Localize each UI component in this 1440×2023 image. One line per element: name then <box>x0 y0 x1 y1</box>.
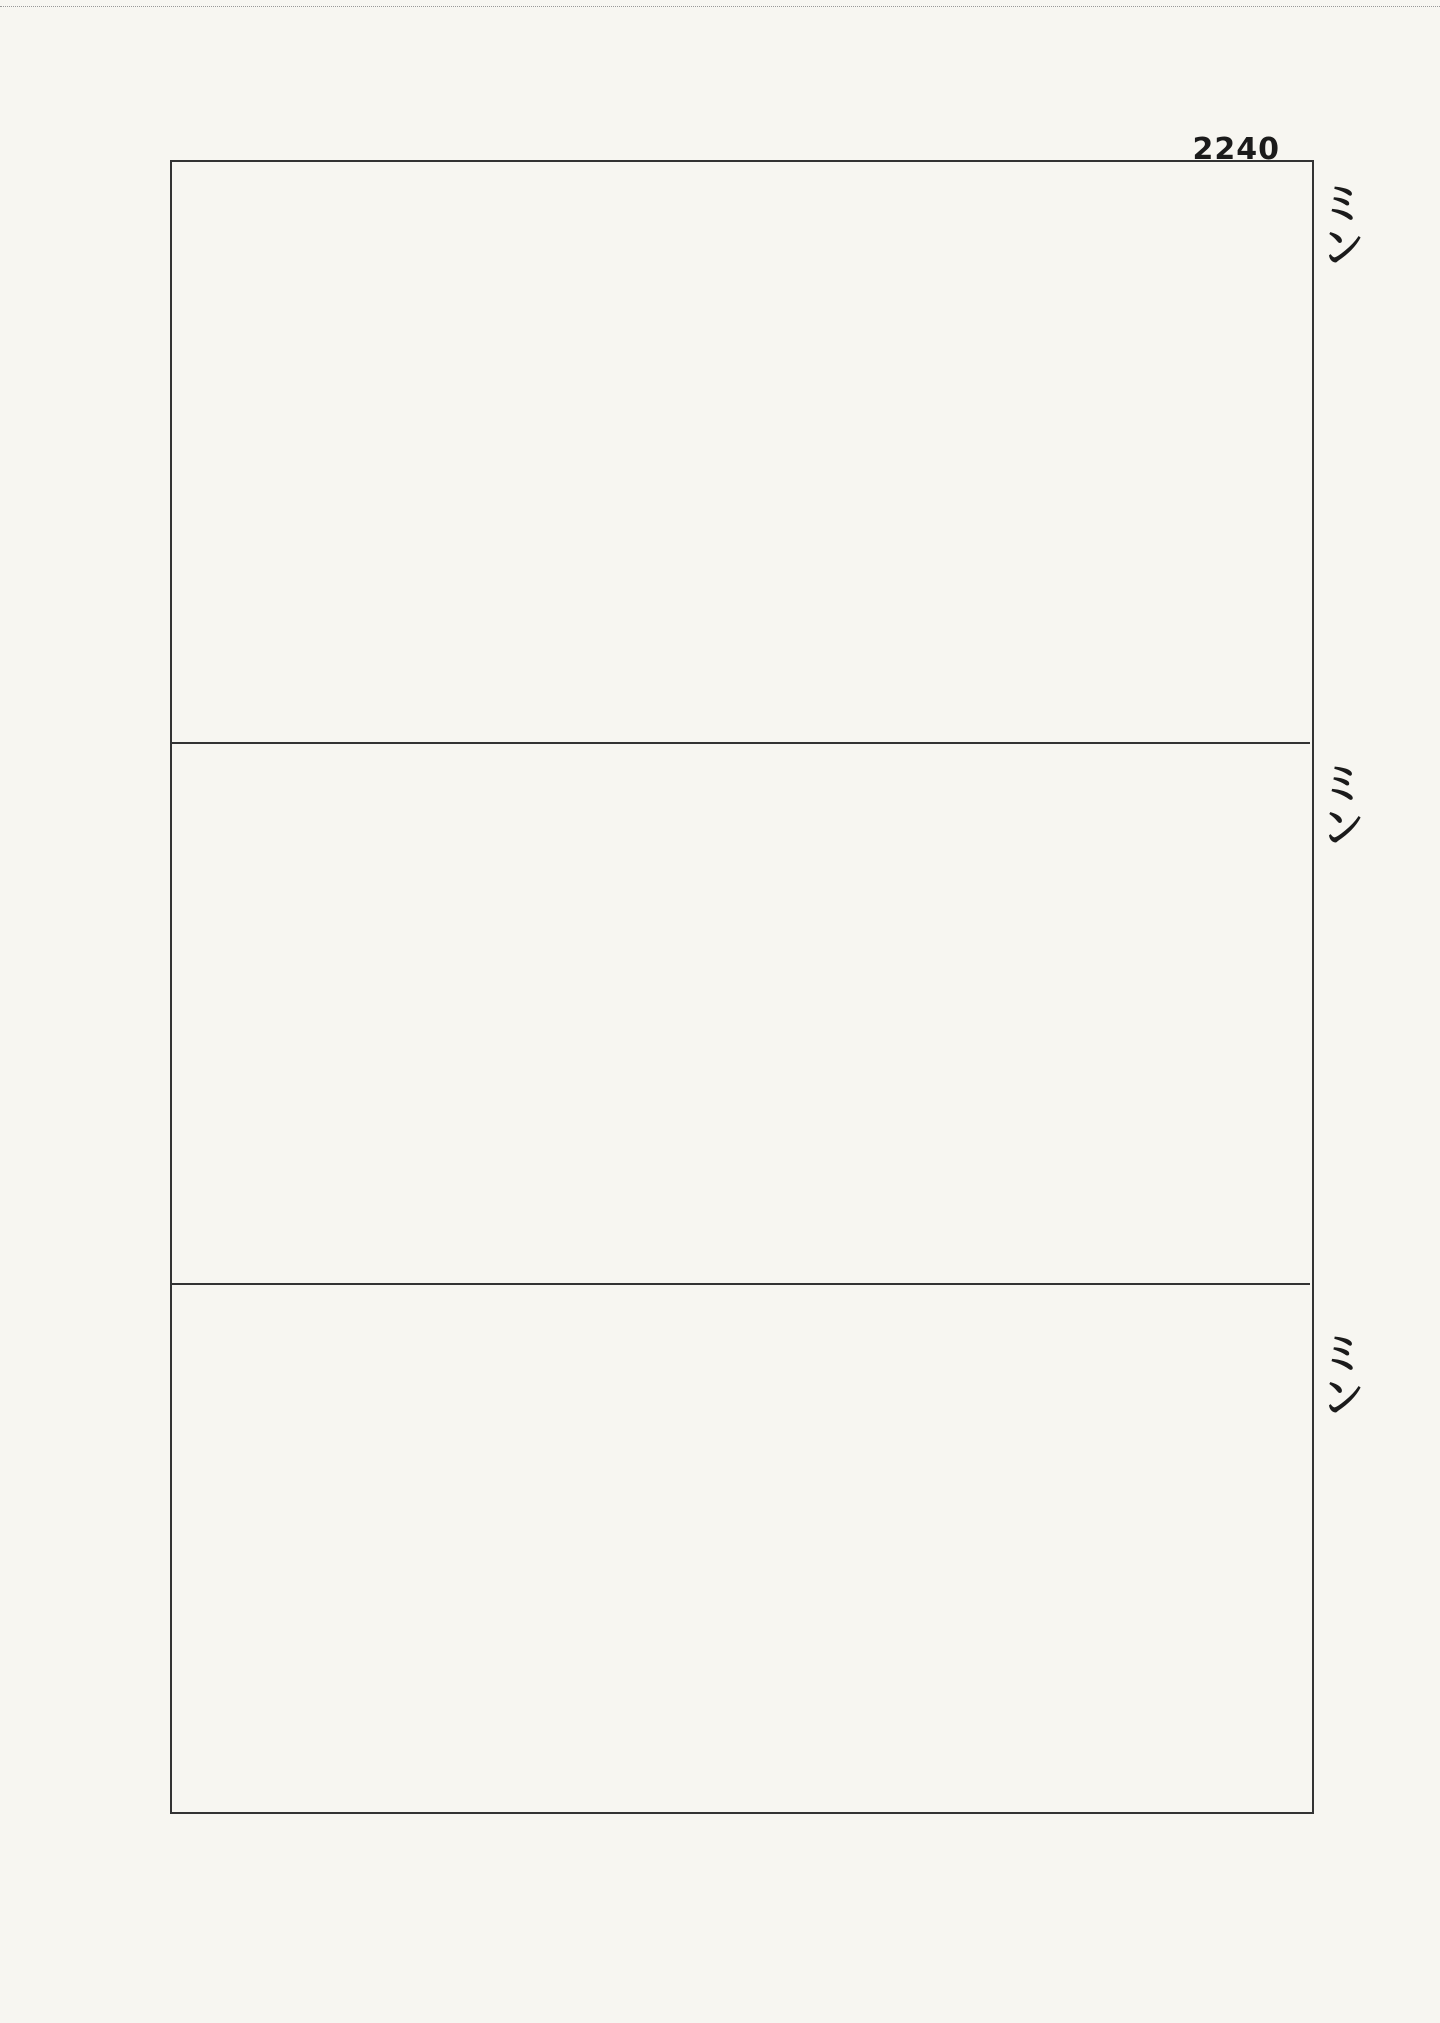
text-row-1 <box>175 165 1305 737</box>
text-row-3 <box>175 1288 1305 1645</box>
section-tab-top: ミン <box>1313 180 1364 268</box>
top-border-rule <box>0 6 1440 9</box>
section-tab-bottom: ミン <box>1313 1330 1364 1418</box>
row-divider-2 <box>170 1283 1310 1285</box>
genealogy-table <box>170 1650 1310 1810</box>
text-row-2 <box>175 747 1305 1278</box>
page-number: 2240 <box>1192 132 1280 167</box>
section-tab-middle: ミン <box>1313 760 1364 848</box>
row-divider-1 <box>170 742 1310 744</box>
